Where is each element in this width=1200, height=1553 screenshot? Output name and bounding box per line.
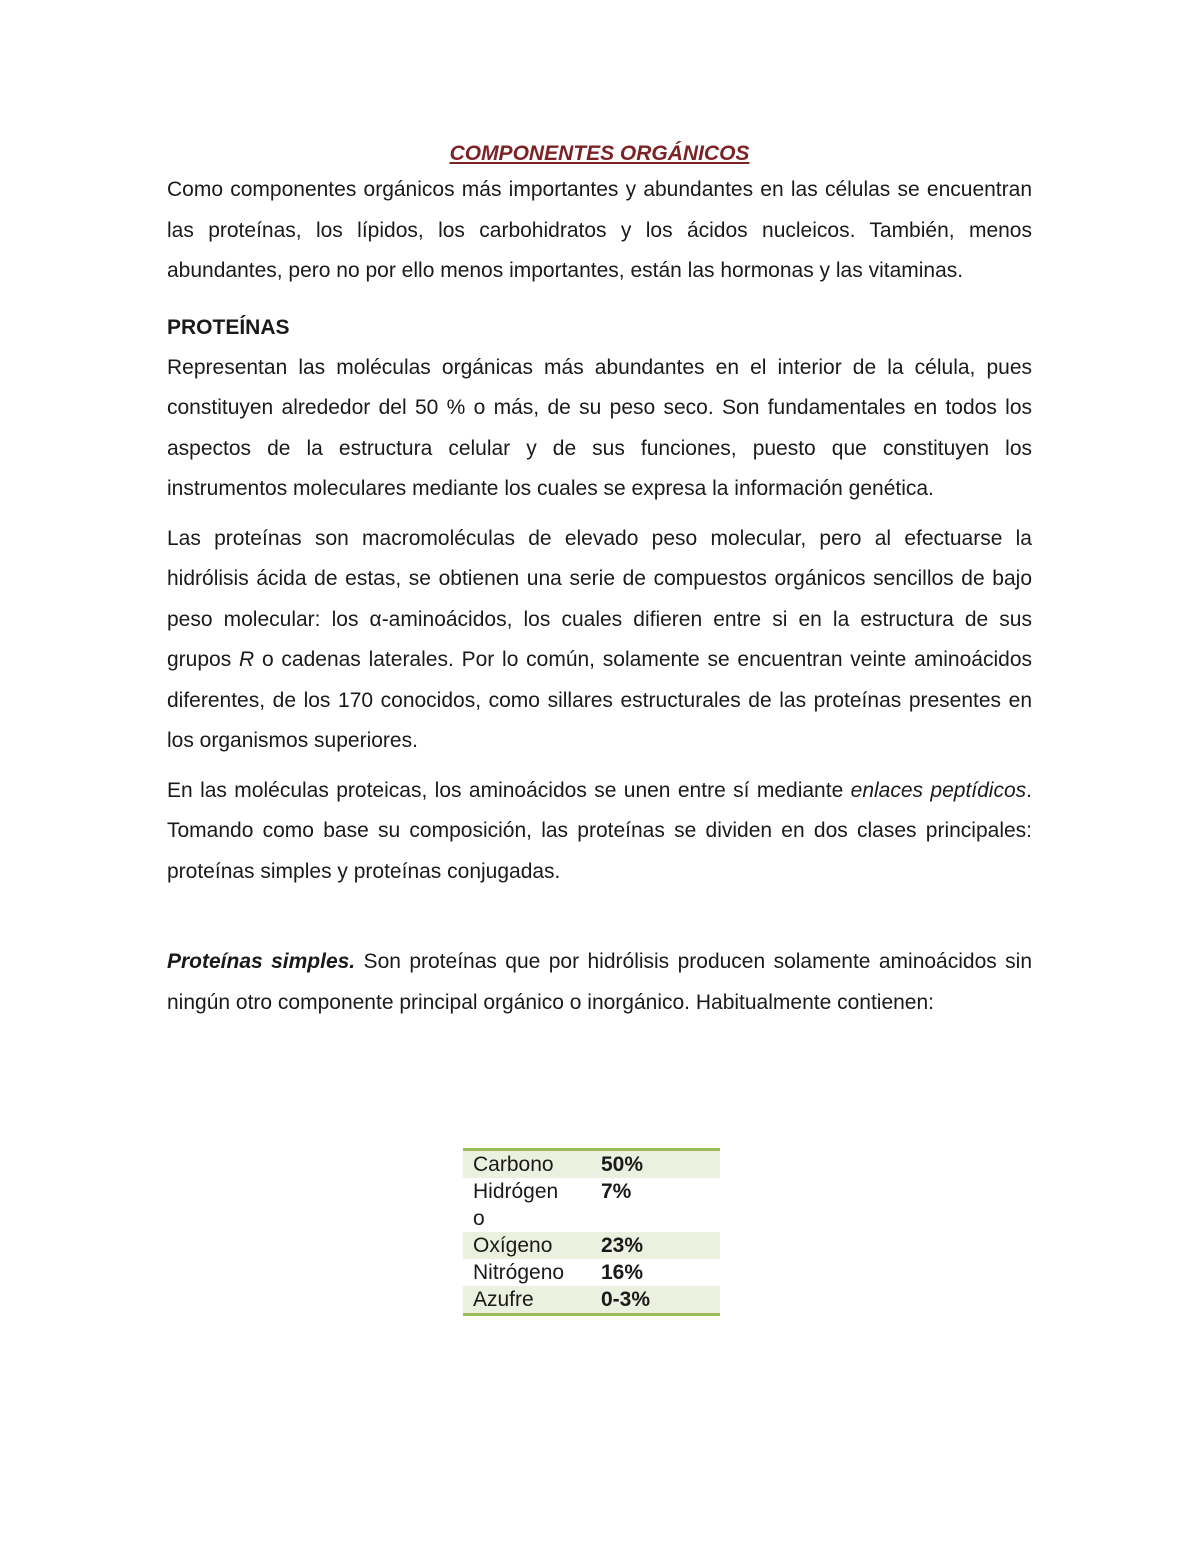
proteinas-paragraph-2	[167, 519, 1032, 762]
element-name: Carbono	[463, 1150, 591, 1179]
intro-paragraph: Como componentes orgánicos más importantes y abundantes en las células se encuentran las proteínas, los lípidos, los carbohidratos y los ácidos nucleicos. También, menos abundantes, pero no por ello menos importantes, están las hormonas y las vitaminas.	[167, 178, 1032, 282]
table-row	[463, 1259, 720, 1286]
element-name: Azufre	[463, 1286, 591, 1315]
element-percent: 23%	[591, 1232, 720, 1259]
r-group-symbol: R	[239, 648, 255, 671]
element-percent: 50%	[591, 1150, 720, 1179]
peptide-bond-term: enlaces peptídicos	[850, 778, 1027, 802]
table-row	[463, 1178, 720, 1232]
proteinas-paragraph-1: Representan las moléculas orgánicas más abundantes en el interior de la célula, pues constituyen alrededor del 50 % o más, de su peso seco. Son fundamentales en todos los aspectos de la estructura celular y de sus funciones, puesto que constituyen los instrumentos moleculares mediante los cuales se expresa la información genética.	[167, 355, 1032, 500]
p2-text-a: Las proteínas son macromoléculas de elevado peso molecular, pero al efectuarse la hidrólisis ácida de estas, se obtienen una serie de compuestos orgánicos sencillos de bajo peso molecular: los α-aminoácidos, los cuales difieren entre si en la estructura de sus grupos	[167, 526, 1032, 671]
element-name-part: o	[473, 1207, 485, 1230]
table-row	[463, 1286, 720, 1315]
table-row	[463, 1150, 720, 1179]
element-percent: 0-3%	[591, 1286, 720, 1315]
p3-text-a: En las moléculas proteicas, los aminoácidos se unen entre sí mediante	[167, 778, 851, 802]
composition-table	[463, 1148, 720, 1316]
proteinas-paragraph-3	[167, 771, 1032, 893]
element-name	[463, 1178, 591, 1232]
document-title: COMPONENTES ORGÁNICOS	[449, 142, 750, 165]
element-percent: 16%	[601, 1261, 644, 1284]
element-name: Oxígeno	[463, 1232, 591, 1259]
p2-text-b: o cadenas laterales. Por lo común, solamente se encuentran veinte aminoácidos diferentes, de los 170 conocidos, como sillares estructurales de las proteínas presentes en los organismos superiores.	[167, 648, 1032, 752]
proteinas-simples-label: Proteínas simples.	[167, 950, 356, 973]
section-heading-proteinas: PROTEÍNAS	[167, 315, 290, 339]
proteinas-simples-paragraph	[167, 942, 1032, 1023]
p3-text-b: . Tomando como base su composición, las proteínas se dividen en dos clases principales: proteínas simples y proteínas conjugadas.	[167, 778, 1032, 883]
proteinas-simples-text: Son proteínas que por hidrólisis producen solamente aminoácidos sin ningún otro componente principal orgánico o inorgánico. Habitualmente contienen:	[167, 950, 1033, 1014]
document-body	[167, 138, 1032, 1023]
element-name: Nitrógeno	[473, 1261, 565, 1284]
element-name-part: Hidrógen	[473, 1180, 559, 1203]
table-row	[463, 1232, 720, 1259]
element-percent: 7%	[601, 1180, 632, 1203]
